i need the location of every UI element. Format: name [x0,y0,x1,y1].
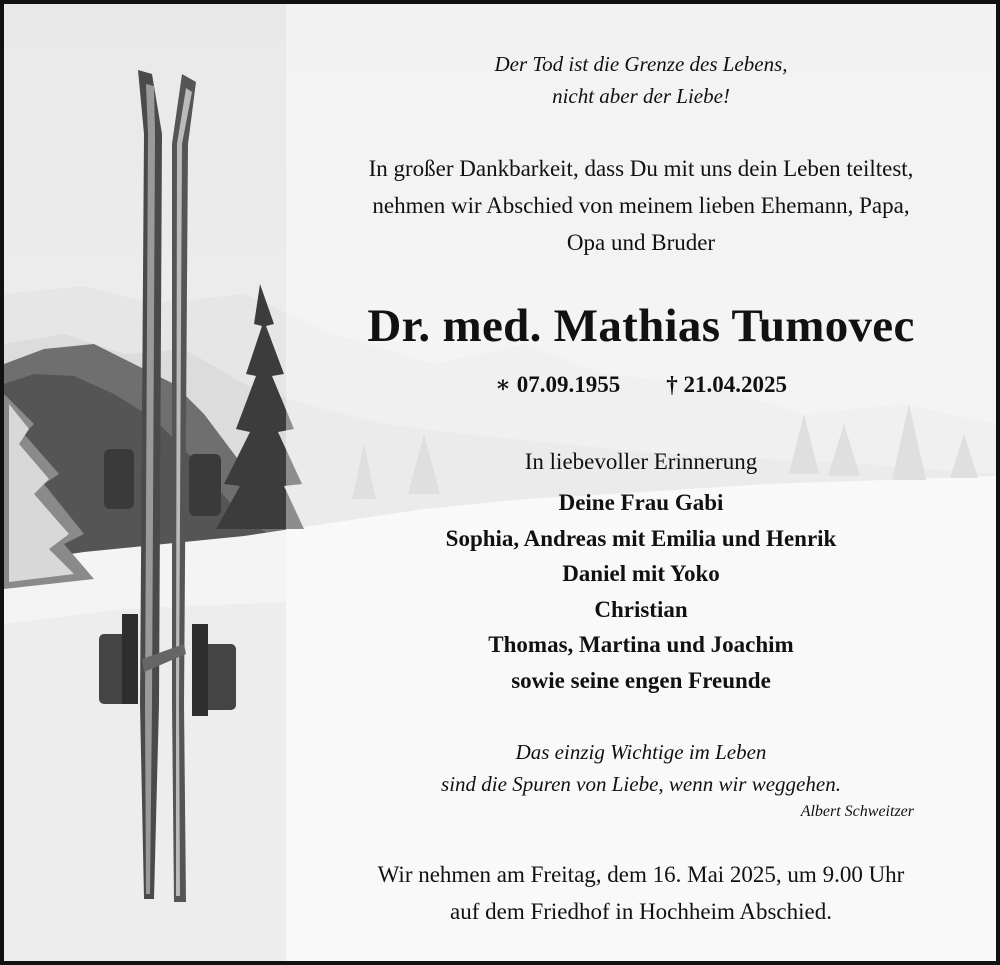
intro-line-2: nehmen wir Abschied von meinem lieben Ehemann, Papa, [372,193,910,218]
funeral-line-1: Wir nehmen am Freitag, dem 16. Mai 2025, um 9.00 Uhr [377,862,905,887]
intro-text [286,150,996,261]
mourner-line: Thomas, Martina und Joachim [488,632,794,658]
mourners-list [286,485,996,699]
life-dates [286,370,996,400]
motto-line-2: nicht aber der Liebe! [552,84,730,108]
quote-line-1: Das einzig Wichtige im Leben [515,740,767,764]
quote-line-2: sind die Spuren von Liebe, wenn wir weggehen. [441,772,841,796]
birth-date: ∗ 07.09.1955 [495,372,621,397]
intro-line-1: In großer Dankbarkeit, dass Du mit uns dein Leben teiltest, [368,156,914,181]
mourner-line: Daniel mit Yoko [562,561,720,587]
death-date: † 21.04.2025 [666,372,787,397]
mourner-line: Deine Frau Gabi [558,490,724,515]
opening-motto [286,48,996,112]
closing-quote [286,736,996,800]
mourner-line: Christian [594,596,688,622]
deceased-name: Dr. med. Mathias Tumovec [367,300,915,352]
mourner-line: Sophia, Andreas mit Emilia und Henrik [445,525,837,551]
motto-line-1: Der Tod ist die Grenze des Lebens, [494,52,788,76]
intro-line-3: Opa und Bruder [566,230,716,255]
mourner-line: sowie seine engen Freunde [511,667,771,693]
funeral-info [286,856,996,930]
funeral-line-2: auf dem Friedhof in Hochheim Abschied. [450,899,832,924]
remembrance-heading: In liebevoller Erinnerung [524,449,758,474]
skis-image [4,4,286,961]
quote-author: Albert Schweitzer [800,803,914,820]
